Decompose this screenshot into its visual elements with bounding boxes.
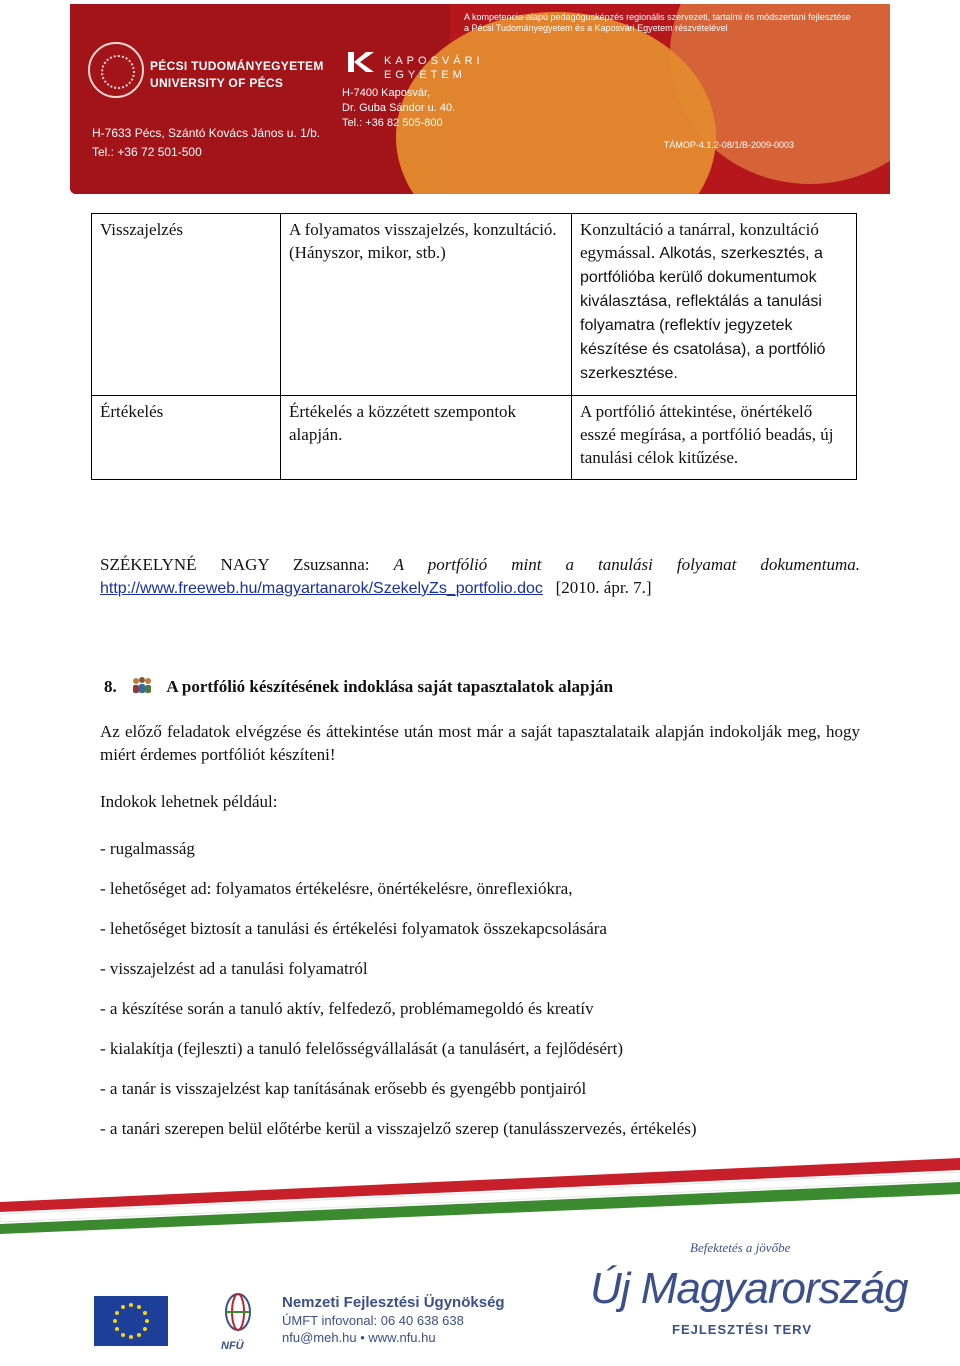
agency-phone: ÚMFT infovonal: 06 40 638 638 [282, 1313, 464, 1328]
reasons-intro: Indokok lehetnek például: [100, 792, 278, 811]
header-banner: A kompetencia-alapú pedagógusképzés regionális szervezeti, tartalmi és módszertani fejlesztése a Pécsi Tudományegyetem és a Kaposvári Egyetem részvételével PÉCSI TUDOMÁNYEGYETEM UNIVERSITY OF PÉCS H-7633 Pécs, Szántó Kovács János u. 1/b. Tel.: +36 72 501-500 KAPOSVÁRI EGYETEM H-7400 Kaposvár, Dr. Guba Sándor u. 40. Tel.: +36 82 505-800 TÁMOP-4.1.2-08/1/B-2009-0003 [70, 4, 890, 194]
group-people-icon [131, 676, 153, 694]
slogan: Befektetés a jövőbe [690, 1240, 791, 1255]
flag-stripes [0, 1150, 960, 1240]
reference [100, 553, 860, 600]
brand-name: Új Magyarország [590, 1264, 908, 1313]
activity-table [91, 213, 857, 480]
agency-contact: nfu@meh.hu • www.nfu.hu [282, 1330, 436, 1345]
section-number: 8. [104, 677, 117, 696]
pte-name: PÉCSI TUDOMÁNYEGYETEM UNIVERSITY OF PÉCS [150, 59, 324, 90]
university-seal-logo [88, 42, 144, 98]
list-item: - lehetőséget ad: folyamatos értékelésre, önértékelésre, önreflexiókra, [100, 879, 573, 898]
reference-title: A portfólió mint a tanulási folyamat dokumentuma. [393, 555, 860, 574]
reference-date: [2010. ápr. 7.] [555, 578, 652, 597]
table-cell: Visszajelzés [92, 214, 281, 396]
eu-flag-icon [94, 1296, 168, 1346]
table-cell: A portfólió áttekintése, önértékelő esszé megírása, a portfólió beadás, új tanulási célok kitűzése. [572, 396, 857, 480]
list-item: - visszajelzést ad a tanulási folyamatról [100, 959, 368, 978]
table-cell: Konzultáció a tanárral, konzultáció egymással. Alkotás, szerkesztés, a portfólióba kerülő dokumentumok kiválasztása, reflektálás a tanulási folyamatra (reflektív jegyzetek készítése és csatolása), a portfólió szerkesztése. [572, 214, 857, 396]
section-title: A portfólió készítésének indoklása saját tapasztalatok alapján [166, 677, 614, 696]
reference-link[interactable]: http://www.freeweb.hu/magyartanarok/SzekelyZs_portfolio.doc [100, 580, 543, 597]
list-item: - rugalmasság [100, 839, 195, 858]
table-row [92, 396, 857, 480]
footer [0, 1150, 960, 1366]
table-cell: Értékelés a közzétett szempontok alapján. [281, 396, 572, 480]
table-row [92, 214, 857, 396]
kaposvar-address: H-7400 Kaposvár, Dr. Guba Sándor u. 40. Tel.: +36 82 505-800 [342, 87, 456, 129]
list-item: - lehetőséget biztosít a tanulási és értékelési folyamatok összekapcsolására [100, 919, 607, 938]
list-item: - a tanári szerepen belül előtérbe kerül a visszajelző szerep (tanulásszervezés, értékelés) [100, 1119, 697, 1138]
pte-address: H-7633 Pécs, Szántó Kovács János u. 1/b. Tel.: +36 72 501-500 [92, 126, 321, 159]
agency-info [282, 1294, 505, 1345]
list-item: - a tanár is visszajelzést kap tanításának erősebb és gyengébb pontjairól [100, 1079, 587, 1098]
list-item: - a készítése során a tanuló aktív, felfedező, problémamegoldó és kreatív [100, 999, 594, 1018]
section-paragraph: Az előző feladatok elvégzése és áttekintése után most már a saját tapasztalataik alapján indokolják meg, hogy miért érdemes portfóliót készíteni! [100, 722, 860, 764]
project-code: TÁMOP-4.1.2-08/1/B-2009-0003 [663, 140, 794, 150]
plan-name: FEJLESZTÉSI TERV [672, 1322, 813, 1337]
table-cell: Értékelés [92, 396, 281, 480]
reference-author: SZÉKELYNÉ NAGY Zsuzsanna: [100, 555, 370, 574]
header-top-note: A kompetencia-alapú pedagógusképzés regionális szervezeti, tartalmi és módszertani fejlesztése a Pécsi Tudományegyetem és a Kaposvári Egyetem részvételével [464, 12, 851, 33]
agency-name: Nemzeti Fejlesztési Ügynökség [282, 1294, 505, 1311]
ke-mark-icon [348, 50, 376, 74]
nfu-abbr: NFÜ [221, 1340, 244, 1352]
section-heading [104, 676, 613, 697]
list-item: - kialakítja (fejleszti) a tanuló felelősségvállalását (a tanulásért, a fejlődésért) [100, 1039, 623, 1058]
table-cell: A folyamatos visszajelzés, konzultáció. (Hányszor, mikor, stb.) [281, 214, 572, 396]
